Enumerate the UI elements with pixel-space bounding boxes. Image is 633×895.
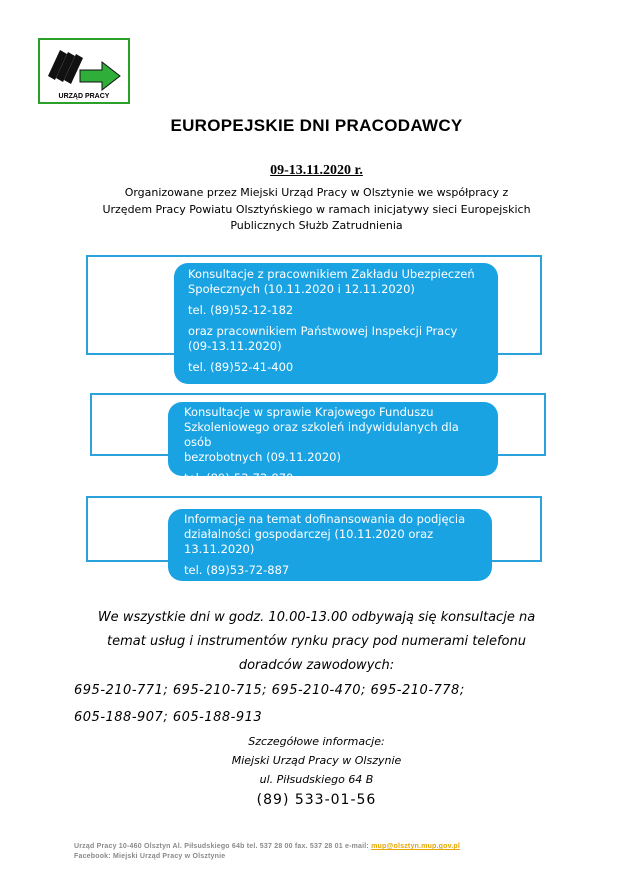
card-text: działalności gospodarczej (10.11.2020 oraz [184,527,434,541]
info-card-business [168,509,492,581]
footer-contact [74,843,574,850]
footer-address: Urząd Pracy 10-460 Olsztyn Al. Piłsudskiego 64b tel. 537 28 00 fax. 537 28 01 e-mail: [74,843,372,850]
card-text: oraz pracownikiem Państwowej Inspekcji Pracy [188,324,458,338]
card-phone: tel. (89)52-41-400 [188,360,294,374]
page-title: EUROPEJSKIE DNI PRACODAWCY [170,116,463,135]
footer-email-link[interactable]: mup@olsztyn.mup.gov.pl [371,843,460,850]
card-text: Społecznych (10.11.2020 i 12.11.2020) [188,282,415,296]
card-text: Konsultacje z pracownikiem Zakładu Ubezpieczeń [188,267,475,281]
card-phone: tel. (89)-53-72-870 [184,471,294,485]
card-text: Informacje na temat dofinansowania do podjęcia [184,512,466,526]
logo-text: URZĄD PRACY [58,93,110,100]
details-address: ul. Piłsudskiego 64 B [259,773,374,786]
card-text: (09-13.11.2020) [188,339,282,353]
card-text: Konsultacje w sprawie Krajowego Funduszu [184,405,434,419]
card-phone: tel. (89)52-12-182 [188,303,294,317]
card-text: bezrobotnych (09.11.2020) [184,450,341,464]
details-heading: Szczegółowe informacje: [248,735,385,748]
consultation-info [60,606,573,678]
intro-text [90,185,543,235]
event-dates: 09-13.11.2020 r. [270,163,363,178]
details-org: Miejski Urząd Pracy w Olszynie [231,754,402,767]
intro-line: Organizowane przez Miejski Urząd Pracy w Olsztynie we współpracy z [124,186,509,199]
intro-line: Publicznych Służb Zatrudnienia [230,219,403,232]
urzad-pracy-logo [38,38,130,104]
consultation-line: We wszystkie dni w godz. 10.00-13.00 odbywają się konsultacje na [97,610,536,625]
advisor-phones: 695-210-771; 695-210-715; 695-210-470; 695-210-778; [74,683,465,698]
card-phone: tel. (89)53-72-887 [184,563,290,577]
intro-line: Urzędem Pracy Powiatu Olsztyńskiego w ramach inicjatywy sieci Europejskich [102,202,531,216]
card-text: Szkoleniowego oraz szkoleń indywidulanych dla osób [184,420,459,449]
details-phone: (89) 533-01-56 [256,792,377,808]
info-card-zus-pip [174,263,498,384]
card-text: 13.11.2020) [184,542,255,556]
info-card-kfs [168,402,498,485]
footer-facebook: Facebook: Miejski Urząd Pracy w Olsztynie [74,853,226,860]
advisor-phones: 605-188-907; 605-188-913 [74,710,263,725]
consultation-line: doradców zawodowych: [238,658,395,673]
consultation-line: temat usług i instrumentów rynku pracy pod numerami telefonu [107,634,526,649]
